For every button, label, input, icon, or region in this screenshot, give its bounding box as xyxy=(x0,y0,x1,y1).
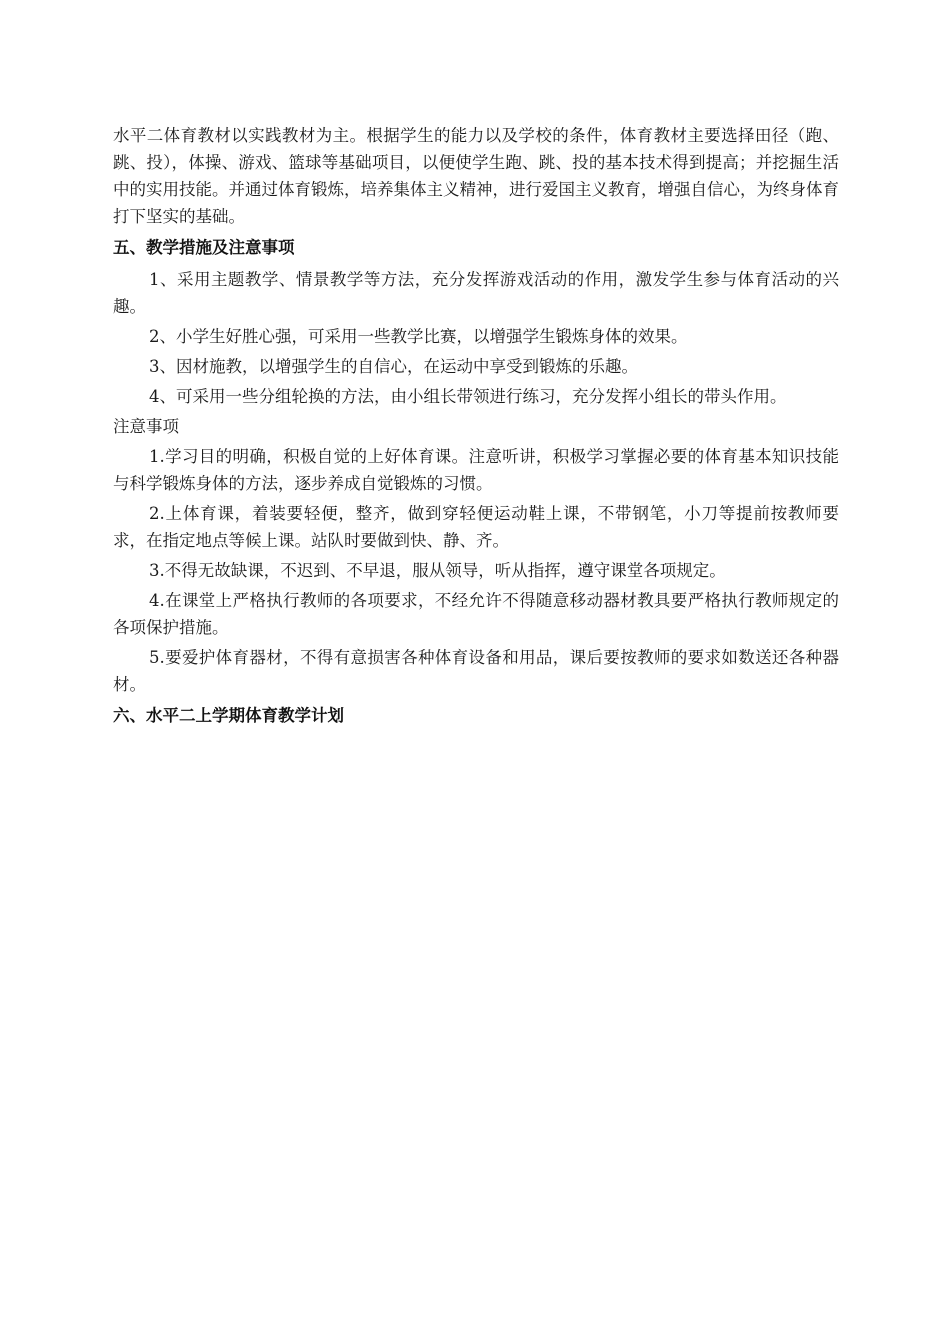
measure-item-1: 1、采用主题教学、情景教学等方法，充分发挥游戏活动的作用，激发学生参与体育活动的兴趣。 xyxy=(113,270,839,316)
note-item-2: 2.上体育课，着装要轻便，整齐，做到穿轻便运动鞋上课，不带钢笔，小刀等提前按教师要求，在指定地点等候上课。站队时要做到快、静、齐。 xyxy=(113,504,839,550)
measure-item-2: 2、小学生好胜心强，可采用一些教学比赛，以增强学生锻炼身体的效果。 xyxy=(149,327,688,346)
section-heading-measures: 五、教学措施及注意事项 xyxy=(113,238,295,257)
note-item-3: 3.不得无故缺课，不迟到、不早退，服从领导，听从指挥，遵守课堂各项规定。 xyxy=(149,561,726,580)
notes-label: 注意事项 xyxy=(113,417,179,436)
document-page xyxy=(113,122,839,734)
note-item-5: 5.要爱护体育器材，不得有意损害各种体育设备和用品，课后要按教师的要求如数送还各种器材。 xyxy=(113,648,839,694)
section-heading-plan: 六、水平二上学期体育教学计划 xyxy=(113,706,344,725)
measure-item-3: 3、因材施教，以增强学生的自信心，在运动中享受到锻炼的乐趣。 xyxy=(149,357,638,376)
intro-paragraph: 水平二体育教材以实践教材为主。根据学生的能力以及学校的条件，体育教材主要选择田径（跑、跳、投），体操、游戏、篮球等基础项目，以便使学生跑、跳、投的基本技术得到提高；并挖掘生活中的实用技能。并通过体育锻炼，培养集体主义精神，进行爱国主义教育，增强自信心，为终身体育打下坚实的基础。 xyxy=(113,126,839,226)
measure-item-4: 4、可采用一些分组轮换的方法，由小组长带领进行练习，充分发挥小组长的带头作用。 xyxy=(149,387,787,406)
note-item-1: 1.学习目的明确，积极自觉的上好体育课。注意听讲，积极学习掌握必要的体育基本知识技能与科学锻炼身体的方法，逐步养成自觉锻炼的习惯。 xyxy=(113,447,839,493)
note-item-4: 4.在课堂上严格执行教师的各项要求，不经允许不得随意移动器材教具要严格执行教师规定的各项保护措施。 xyxy=(113,591,839,637)
